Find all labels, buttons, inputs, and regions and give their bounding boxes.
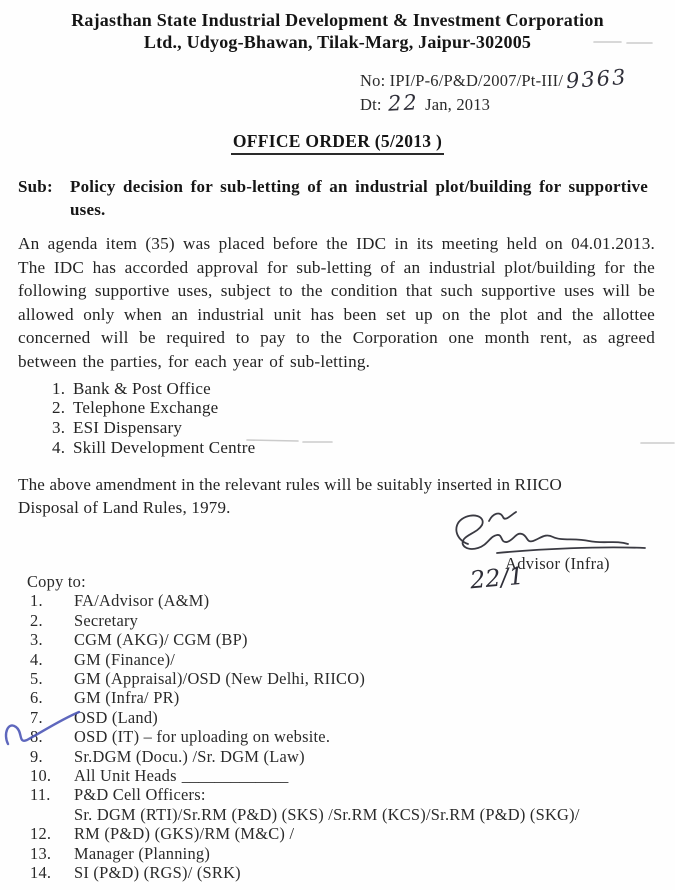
signature-date-handwritten: 22/1 <box>468 561 526 595</box>
copy-to-item <box>0 727 675 746</box>
copy-to-item <box>0 611 675 630</box>
item-text: GM (Appraisal)/OSD (New Delhi, RIICO) <box>74 669 366 689</box>
copy-to-item <box>0 630 675 649</box>
item-number: 5. <box>30 669 43 689</box>
copy-to-item <box>0 669 675 688</box>
list-item <box>52 438 675 458</box>
closing-paragraph: The above amendment in the relevant rules will be suitably inserted in RIICO Disposal of Land Rules, 1979. <box>18 474 562 518</box>
item-number: 10. <box>30 766 52 786</box>
date-handwritten: 22 <box>387 90 420 116</box>
title-row <box>0 131 675 155</box>
item-number: 4. <box>30 649 43 669</box>
date-line <box>360 92 675 116</box>
subject-label: Sub: <box>18 177 53 196</box>
body-paragraph: An agenda item (35) was placed before the IDC in its meeting held on 04.01.2013. The IDC has accorded approval for sub-letting of an industrial plot/building for the following supportive uses, subject to the condition that such supportive uses will be allowed only when an industrial unit has been set up on the plot and the allottee concerned will be required to pay to the Corporation one month rent, as agreed between the parties, for each year of sub-letting. <box>18 234 655 371</box>
copy-to-section <box>0 572 675 883</box>
item-number: 11. <box>30 785 51 805</box>
copy-to-item <box>0 591 675 610</box>
item-number: 4. <box>52 437 66 457</box>
item-number: 12. <box>30 824 52 844</box>
copy-to-item <box>0 785 675 804</box>
copy-to-item-subtext: Sr. DGM (RTI)/Sr.RM (P&D) (SKS) /Sr.RM (KCS)/Sr.RM (P&D) (SKG)/ <box>74 804 580 824</box>
copy-to-item <box>0 688 675 707</box>
office-order-title: OFFICE ORDER (5/2013 ) <box>231 131 444 155</box>
copy-to-item <box>0 747 675 766</box>
list-item <box>52 398 675 418</box>
copy-to-item <box>0 863 675 882</box>
item-text: RM (P&D) (GKS)/RM (M&C) / <box>74 824 295 844</box>
copy-to-item <box>0 650 675 669</box>
item-number: 13. <box>30 843 52 863</box>
org-address: Ltd., Udyog-Bhawan, Tilak-Marg, Jaipur-302005 <box>143 32 532 52</box>
item-text: Manager (Planning) <box>74 843 211 863</box>
item-number: 2. <box>52 398 66 418</box>
supportive-uses-list <box>52 379 675 458</box>
copy-to-item <box>0 766 675 785</box>
item-number: 14. <box>30 863 52 883</box>
list-item <box>52 379 675 399</box>
item-text: ESI Dispensary <box>73 418 183 438</box>
item-text: OSD (IT) – for uploading on website. <box>74 727 331 747</box>
item-number: 7. <box>30 707 43 727</box>
item-text: Bank & Post Office <box>73 378 211 398</box>
item-text: SI (P&D) (RGS)/ (SRK) <box>74 863 241 883</box>
item-number: 6. <box>30 688 43 708</box>
ref-number-line <box>360 64 675 94</box>
item-number: 3. <box>52 418 66 438</box>
item-number: 8. <box>30 727 43 747</box>
ref-number-label: No: IPI/P-6/P&D/2007/Pt-III/ <box>360 71 564 90</box>
item-text: CGM (AKG)/ CGM (BP) <box>74 630 248 650</box>
item-text: Telephone Exchange <box>73 398 219 418</box>
subject-line <box>18 175 655 221</box>
item-number: 1. <box>30 591 43 611</box>
date-label: Dt: <box>360 95 382 114</box>
item-number: 1. <box>52 378 66 398</box>
copy-to-item <box>0 844 675 863</box>
list-item <box>52 418 675 438</box>
date-rest: Jan, 2013 <box>425 95 491 114</box>
copy-to-item <box>0 708 675 727</box>
reference-block <box>360 64 675 116</box>
item-text: Skill Development Centre <box>73 437 256 457</box>
item-text: GM (Finance)/ <box>74 649 176 669</box>
item-text: P&D Cell Officers: <box>74 785 206 805</box>
ref-number-handwritten: 9363 <box>565 64 629 94</box>
item-text: GM (Infra/ PR) <box>74 688 180 708</box>
item-number: 3. <box>30 630 43 650</box>
item-number: 2. <box>30 610 43 630</box>
item-text: FA/Advisor (A&M) <box>74 591 210 611</box>
org-name: Rajasthan State Industrial Development & Investment Corporation <box>71 10 604 30</box>
signatory-designation: Advisor (Infra) <box>505 554 610 573</box>
blank-line: _____________ <box>181 766 289 786</box>
copy-to-heading: Copy to: <box>27 572 86 591</box>
copy-to-item <box>0 824 675 843</box>
subject-text: Policy decision for sub-letting of an industrial plot/building for supportive uses. <box>70 177 648 219</box>
item-number: 9. <box>30 746 43 766</box>
item-text: Secretary <box>74 610 139 630</box>
item-text: Sr.DGM (Docu.) /Sr. DGM (Law) <box>74 746 305 766</box>
letterhead <box>0 0 675 53</box>
item-text: OSD (Land) <box>74 707 158 727</box>
item-text: All Unit Heads _____________ <box>74 766 289 786</box>
